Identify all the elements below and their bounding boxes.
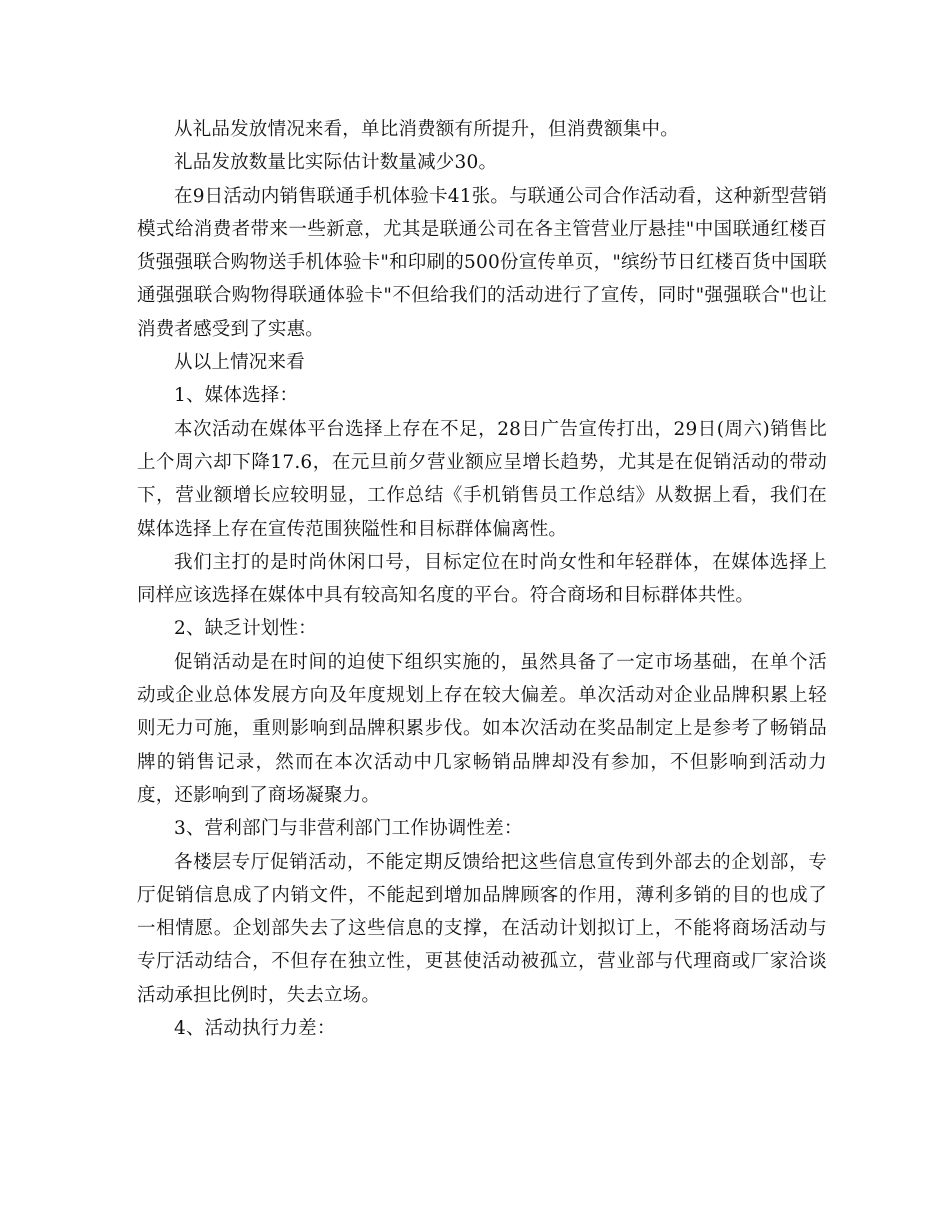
paragraph-unicom-cooperation: 在9日活动内销售联通手机体验卡41张。与联通公司合作活动看，这种新型营销模式给消费者带来一些新意，尤其是联通公司在各主管营业厅悬挂"中国联通红楼百货强强联合购物送手机体验卡"和印刷的500份宣传单页，"缤纷节日红楼百货中国联通强强联合购物得联通体验卡"不但给我们的活动进行了宣传，同时"强强联合"也让消费者感受到了实惠。 — [137, 185, 828, 340]
heading-lack-of-planning: 2、缺乏计划性： — [174, 618, 317, 640]
paragraph-gift-consumption: 从礼品发放情况来看，单比消费额有所提升，但消费额集中。 — [174, 119, 679, 140]
heading-media-selection: 1、媒体选择： — [174, 385, 299, 407]
document-body — [137, 113, 827, 1045]
paragraph-media-platform: 本次活动在媒体平台选择上存在不足，28日广告宣传打出，29日(周六)销售比上个周六却下降17.6，在元旦前夕营业额应呈增长趋势，尤其是在促销活动的带动下，营业额增长应较明显，工作总结《手机销售员工作总结》从数据上看，我们在媒体选择上存在宣传范围狭隘性和目标群体偏离性。 — [137, 418, 827, 540]
paragraph-planning-details: 促销活动是在时间的迫使下组织实施的，虽然具备了一定市场基础，在单个活动或企业总体发展方向及年度规划上存在较大偏差。单次活动对企业品牌积累上轻则无力可施，重则影响到品牌积累步伐。如本次活动在奖品制定上是参考了畅销品牌的销售记录，然而在本次活动中几家畅销品牌却没有参加，不但影响到活动力度，还影响到了商场凝聚力。 — [137, 651, 827, 806]
paragraph-summary-intro: 从以上情况来看 — [174, 352, 305, 374]
paragraph-coordination-details: 各楼层专厅促销活动，不能定期反馈给把这些信息宣传到外部去的企划部，专厅促销信息成了内销文件，不能起到增加品牌顾客的作用，薄利多销的目的也成了一相情愿。企划部失去了这些信息的支撑，在活动计划拟订上，不能将商场活动与专厅活动结合，不但存在独立性，更甚使活动被孤立，营业部与代理商或厂家洽谈活动承担比例时，失去立场。 — [137, 851, 827, 1006]
paragraph-gift-quantity: 礼品发放数量比实际估计数量减少30。 — [174, 152, 498, 174]
heading-poor-execution: 4、活动执行力差： — [174, 1018, 336, 1040]
heading-department-coordination: 3、营利部门与非营利部门工作协调性差： — [174, 818, 523, 840]
paragraph-target-positioning: 我们主打的是时尚休闲口号，目标定位在时尚女性和年轻群体，在媒体选择上同样应该选择在媒体中具有较高知名度的平台。符合商场和目标群体共性。 — [137, 551, 827, 607]
